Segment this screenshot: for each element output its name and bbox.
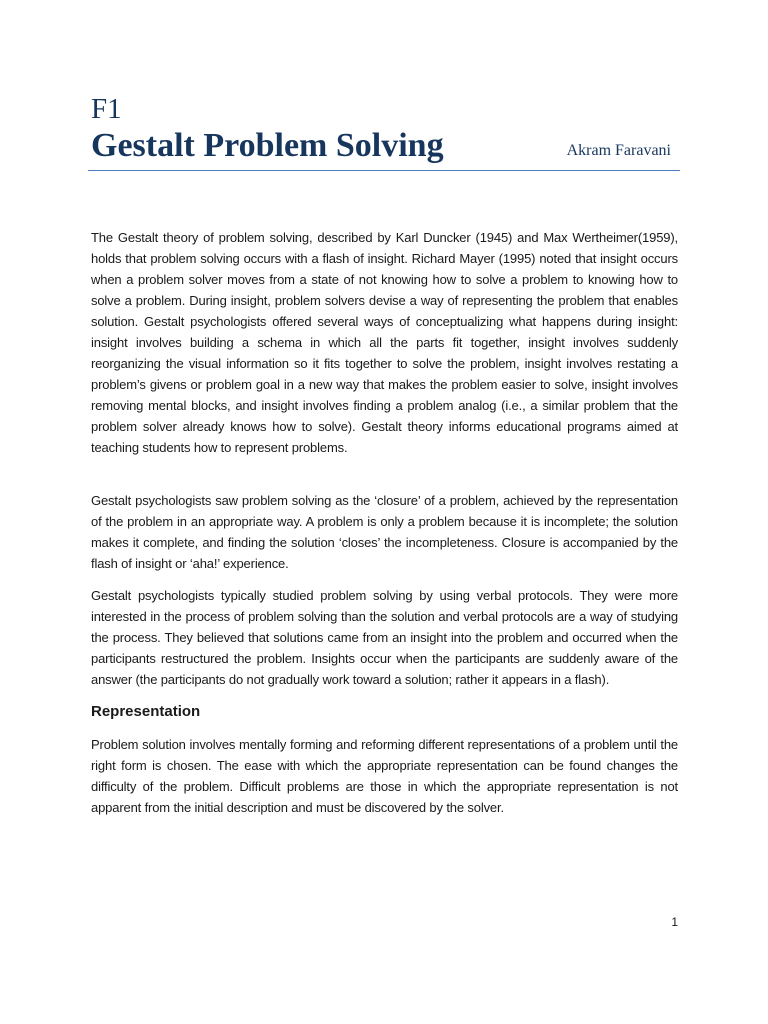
document-code: F1 xyxy=(91,93,122,125)
title-divider xyxy=(88,170,680,171)
page-title: Gestalt Problem Solving xyxy=(91,127,444,164)
paragraph-closure: Gestalt psychologists saw problem solving as the ‘closure’ of a problem, achieved by the representation of the problem in an appropriate way. A problem is only a problem because it is incomplete; the solution makes it complete, and finding the solution ‘closes’ the incompleteness. Closure is accompanied by the flash of insight or ‘aha!’ experience. xyxy=(91,493,678,571)
document-body xyxy=(91,227,678,818)
paragraph-verbal-protocols: Gestalt psychologists typically studied problem solving by using verbal protocols. They were more interested in the process of problem solving than the solution and verbal protocols are a way of studying the process. They believed that solutions came from an insight into the problem and occurred when the participants restructured the problem. Insights occur when the participants are suddenly aware of the answer (the participants do not gradually work toward a solution; rather it appears in a flash). xyxy=(91,588,678,687)
paragraph-intro: The Gestalt theory of problem solving, described by Karl Duncker (1945) and Max Wertheimer(1959), holds that problem solving occurs with a flash of insight. Richard Mayer (1995) noted that insight occurs when a problem solver moves from a state of not knowing how to solve a problem to knowing how to solve a problem. During insight, problem solvers devise a way of representing the problem that enables solution. Gestalt psychologists offered several ways of conceptualizing what happens during insight: insight involves building a schema in which all the parts fit together, insight involves suddenly reorganizing the visual information so it fits together to solve the problem, insight involves restating a problem’s givens or problem goal in a new way that makes the problem easier to solve, insight involves removing mental blocks, and insight involves finding a problem analog (i.e., a similar problem that the problem solver already knows how to solve). Gestalt theory informs educational programs aimed at teaching students how to represent problems. xyxy=(91,230,678,455)
author-name: Akram Faravani xyxy=(566,142,671,159)
section-heading: Representation xyxy=(91,703,201,720)
page-number: 1 xyxy=(671,915,678,929)
title-block xyxy=(91,92,680,166)
paragraph-representation: Problem solution involves mentally forming and reforming different representations of a problem until the right form is chosen. The ease with which the appropriate representation can be found changes the difficulty of the problem. Difficult problems are those in which the appropriate representation is not apparent from the initial description and must be discovered by the solver. xyxy=(91,737,678,815)
title-row xyxy=(91,126,680,166)
